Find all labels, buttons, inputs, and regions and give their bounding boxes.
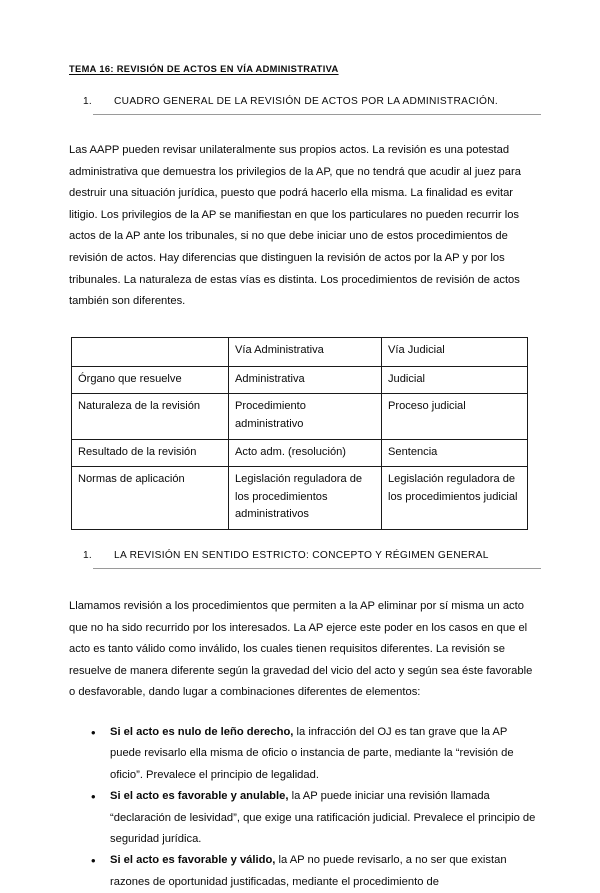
table-header-via-judicial: Vía Judicial — [382, 337, 528, 366]
bullet-icon: • — [91, 724, 96, 740]
comparison-table — [71, 337, 528, 530]
table-row — [72, 439, 528, 467]
list-item — [69, 786, 541, 850]
table-cell-label: Normas de aplicación — [72, 467, 229, 530]
bullet-icon: • — [91, 789, 96, 805]
section-1-heading-row — [69, 96, 541, 107]
table-cell-administrativa: Legislación reguladora de los procedimientos administrativos — [229, 467, 382, 530]
document-title: TEMA 16: REVISIÓN DE ACTOS EN VÍA ADMINISTRATIVA — [69, 64, 339, 74]
table-header-via-administrativa: Vía Administrativa — [229, 337, 382, 366]
list-item — [69, 722, 541, 786]
section-1-number: 1. — [83, 96, 92, 107]
list-item-bold: Si el acto es nulo de leño derecho, — [110, 725, 294, 738]
section-2-heading: LA REVISIÓN EN SENTIDO ESTRICTO: CONCEPTO Y RÉGIMEN GENERAL — [114, 549, 489, 561]
list-item-text: la AP no puede revisarlo, a no ser que existan razones de oportunidad justificadas, mediante el procedimiento de — [110, 854, 507, 888]
section-1-heading-block — [69, 96, 541, 115]
section-2-paragraph: Llamamos revisión a los procedimientos que permiten a la AP eliminar por sí misma un acto que no ha sido recurrido por los interesados. La AP ejerce este poder en los casos en que el acto es tanto válido como inválido, los cuales tienen requisitos diferentes. La revisión se resuelve de manera diferente según la gravedad del vicio del acto y según sea éste favorable o desfavorable, dando lugar a combinaciones diferentes de elementos: — [69, 599, 533, 699]
section-2-number: 1. — [83, 549, 92, 561]
section-1-rule — [93, 114, 541, 115]
list-item-bold: Si el acto es favorable y válido, — [110, 854, 276, 867]
section-1-heading: CUADRO GENERAL DE LA REVISIÓN DE ACTOS POR LA ADMINISTRACIÓN. — [114, 96, 499, 107]
table-cell-judicial: Sentencia — [382, 439, 528, 467]
table-row — [72, 366, 528, 394]
list-item — [69, 850, 541, 893]
list-item-text: la infracción del OJ es tan grave que la AP puede revisarlo ella misma de oficio o instancia de parte, mediante la “revisión de oficio”. Prevalece el principio de legalidad. — [110, 725, 514, 781]
table-row — [72, 467, 528, 530]
list-item-text: la AP puede iniciar una revisión llamada “declaración de lesividad”, que exige una ratificación judicial. Prevalece el principio de seguridad jurídica. — [110, 790, 536, 845]
section-2-bullet-list — [69, 722, 541, 893]
section-2-heading-block — [69, 550, 541, 569]
comparison-table-wrapper — [71, 337, 541, 530]
table-row — [72, 394, 528, 439]
table-cell-judicial: Proceso judicial — [382, 394, 528, 439]
table-cell-administrativa: Acto adm. (resolución) — [229, 439, 382, 467]
section-2-heading-row — [69, 550, 541, 561]
table-cell-label: Órgano que resuelve — [72, 366, 229, 394]
table-cell-judicial: Legislación reguladora de los procedimientos judicial — [382, 467, 528, 530]
table-cell-administrativa: Procedimiento administrativo — [229, 394, 382, 439]
document-content — [69, 62, 541, 893]
table-cell-judicial: Judicial — [382, 366, 528, 394]
table-header-blank — [72, 337, 229, 366]
table-cell-label: Resultado de la revisión — [72, 439, 229, 467]
bullet-icon: • — [91, 853, 96, 869]
table-cell-administrativa: Administrativa — [229, 366, 382, 394]
section-2-rule — [93, 568, 541, 569]
section-1-paragraph: Las AAPP pueden revisar unilateralmente sus propios actos. La revisión es una potestad administrativa que demuestra los privilegios de la AP, que no tendrá que acudir al juez para destruir una situación jurídica, puesto que podrá hacerlo ella misma. La finalidad es evitar litigio. Los privilegios de la AP se manifiestan en que los particulares no pueden recurrir los actos de la AP ante los tribunales, si no que debe iniciar uno de estos procedimientos de revisión de actos. Hay diferencias que distinguen la revisión de actos por la AP y por los tribunales. La naturaleza de estas vías es distinta. Los procedimientos de revisión de actos también son diferentes. — [69, 144, 521, 308]
table-header-row — [72, 337, 528, 366]
list-item-bold: Si el acto es favorable y anulable, — [110, 790, 289, 803]
table-cell-label: Naturaleza de la revisión — [72, 394, 229, 439]
